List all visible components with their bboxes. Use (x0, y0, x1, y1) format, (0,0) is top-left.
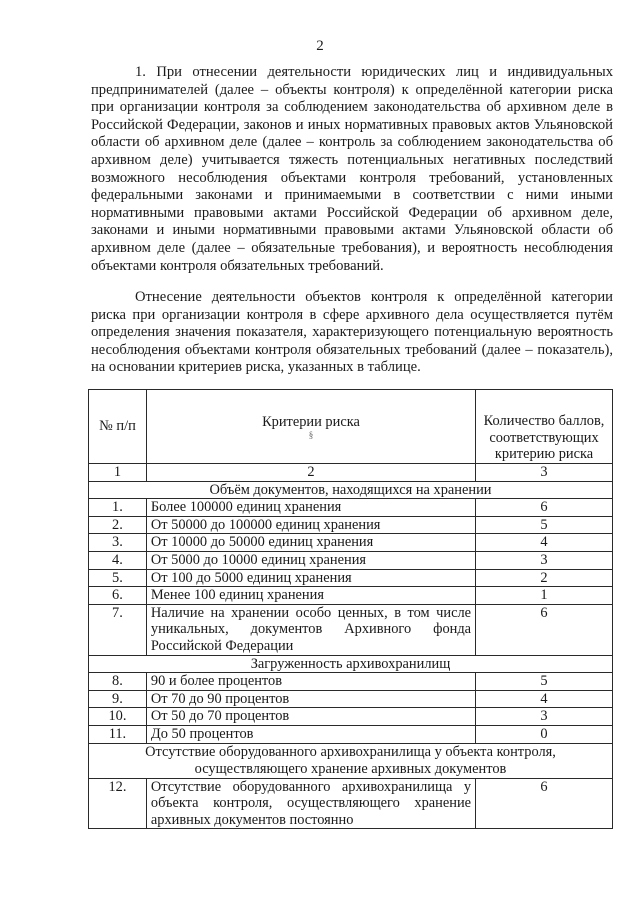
row-points: 3 (476, 708, 613, 726)
row-points: 5 (476, 673, 613, 691)
table-row (89, 708, 613, 726)
row-points: 6 (476, 604, 613, 655)
row-number: 6. (89, 587, 147, 605)
row-criteria: Наличие на хранении особо ценных, в том числе уникальных, документов Архивного фонда Российской Федерации (146, 604, 475, 655)
table-row (89, 725, 613, 743)
header-criteria-mark: § (308, 429, 314, 440)
section-title: Загруженность архивохранилищ (89, 655, 613, 673)
row-number: 9. (89, 690, 147, 708)
row-number: 1. (89, 499, 147, 517)
column-index: 3 (476, 464, 613, 482)
row-points: 6 (476, 499, 613, 517)
table-row (89, 778, 613, 829)
table-row (89, 534, 613, 552)
table-row (89, 604, 613, 655)
column-index: 1 (89, 464, 147, 482)
row-points: 5 (476, 516, 613, 534)
header-points: Количество баллов, соответствующих критерию риска (476, 390, 613, 464)
row-criteria: До 50 процентов (146, 725, 475, 743)
row-number: 10. (89, 708, 147, 726)
section-title: Объём документов, находящихся на хранении (89, 481, 613, 499)
row-criteria: От 5000 до 10000 единиц хранения (146, 551, 475, 569)
row-number: 11. (89, 725, 147, 743)
row-number: 12. (89, 778, 147, 829)
header-number: № п/п (89, 390, 147, 464)
row-number: 5. (89, 569, 147, 587)
row-points: 2 (476, 569, 613, 587)
row-criteria: От 50 до 70 процентов (146, 708, 475, 726)
row-points: 3 (476, 551, 613, 569)
row-criteria: 90 и более процентов (146, 673, 475, 691)
risk-criteria-table (88, 389, 613, 829)
row-number: 3. (89, 534, 147, 552)
row-points: 4 (476, 690, 613, 708)
table-row (89, 673, 613, 691)
row-number: 4. (89, 551, 147, 569)
section-header-row (89, 481, 613, 499)
table-row (89, 690, 613, 708)
row-points: 0 (476, 725, 613, 743)
table-row (89, 551, 613, 569)
row-criteria: От 10000 до 50000 единиц хранения (146, 534, 475, 552)
section-header-row (89, 655, 613, 673)
table-row (89, 569, 613, 587)
row-criteria: От 100 до 5000 единиц хранения (146, 569, 475, 587)
row-number: 8. (89, 673, 147, 691)
header-criteria: Критерии риска § (146, 390, 475, 464)
row-number: 7. (89, 604, 147, 655)
row-points: 4 (476, 534, 613, 552)
row-criteria: Менее 100 единиц хранения (146, 587, 475, 605)
row-points: 6 (476, 778, 613, 829)
paragraph-1: 1. При отнесении деятельности юридических лиц и индивидуальных предпринимателей (далее – объекты контроля) к определённой категории риска при организации контроля за соблюдением законодательства об архивном деле в Российской Федерации, законов и иных нормативных правовых актов Ульяновской области об архивном деле (далее – контроль за соблюдением законодательства об архивном деле) учитывается тяжесть потенциальных негативных последствий возможного несоблюдения объектами контроля требований, установленных федеральными законами и принимаемыми в соответствии с ними иными нормативными правовыми актами Российской Федерации об архивном деле, законами и иными нормативными правовыми актами Ульяновской области об архивном деле (далее – обязательные требования), и вероятность несоблюдения объектами контроля обязательных требований. (91, 64, 613, 274)
row-criteria: Отсутствие оборудованного архивохранилища у объекта контроля, осуществляющего хранение архивных документов постоянно (146, 778, 475, 829)
section-header-row (89, 743, 613, 778)
row-number: 2. (89, 516, 147, 534)
row-criteria: От 50000 до 100000 единиц хранения (146, 516, 475, 534)
row-criteria: Более 100000 единиц хранения (146, 499, 475, 517)
table-row (89, 499, 613, 517)
page-number: 2 (316, 38, 324, 54)
paragraph-2: Отнесение деятельности объектов контроля к определённой категории риска при организации контроля в сфере архивного дела осуществляется путём определения значения показателя, характеризующего потенциальную вероятность несоблюдения объектами контроля обязательных требований (далее – показатель), на основании критериев риска, указанных в таблице. (91, 289, 613, 376)
row-points: 1 (476, 587, 613, 605)
table-row (89, 587, 613, 605)
table-header-row (89, 390, 613, 464)
column-index: 2 (146, 464, 475, 482)
table-row (89, 516, 613, 534)
section-title: Отсутствие оборудованного архивохранилища у объекта контроля, осуществляющего хранение архивных документов (89, 743, 613, 778)
column-index-row (89, 464, 613, 482)
row-criteria: От 70 до 90 процентов (146, 690, 475, 708)
